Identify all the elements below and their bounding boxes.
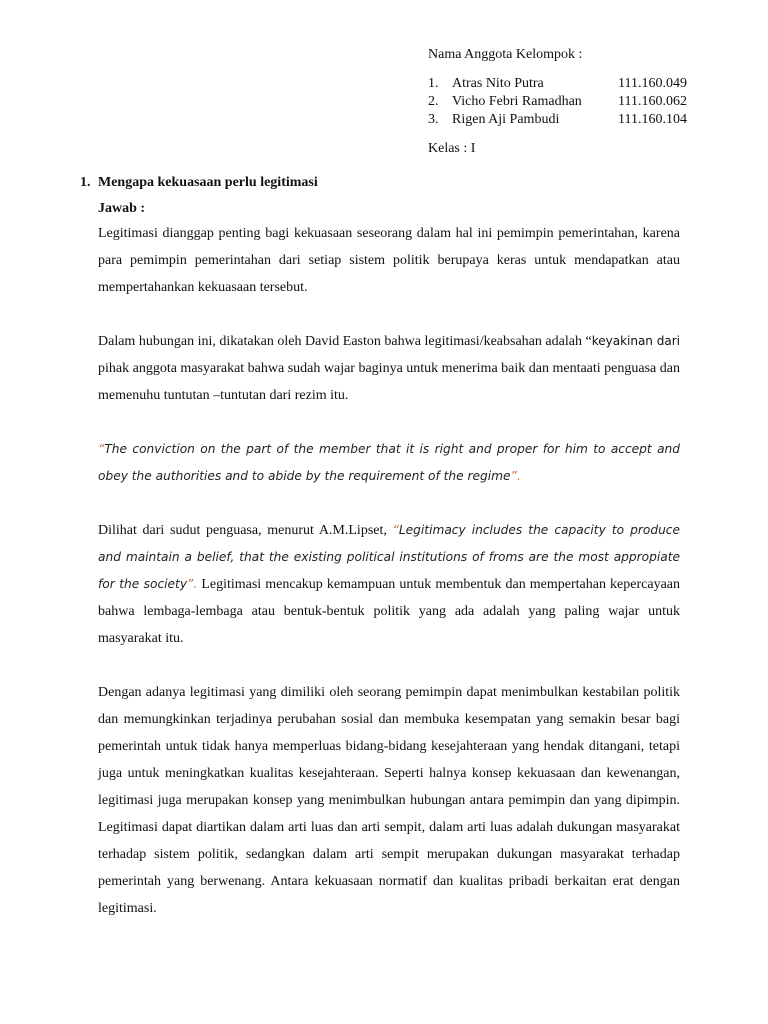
member-name: Rigen Aji Pambudi	[452, 112, 560, 127]
member-number: 2.	[428, 94, 439, 109]
lipset-quote: Legitimacy includes the capacity to produce and maintain a belief, that the existing political institutions of froms are the most appropiate for the society	[98, 523, 680, 591]
open-quote-mark: “	[98, 442, 105, 456]
member-row	[428, 75, 728, 93]
member-id: 111.160.062	[618, 94, 687, 109]
question-text: Mengapa kekuasaan perlu legitimasi	[98, 175, 318, 190]
member-name: Vicho Febri Ramadhan	[452, 94, 582, 109]
member-number: 1.	[428, 76, 439, 91]
paragraph-4	[98, 517, 680, 652]
close-quote-mark: ”.	[187, 577, 198, 591]
member-row	[428, 111, 728, 129]
paragraph-2-rest: pihak anggota masyarakat bahwa sudah wajar baginya untuk menerima baik dan mentaati penguasa dan memenuhu tuntutan –tuntutan dari rezim itu.	[98, 361, 680, 403]
question-heading	[80, 172, 680, 194]
paragraph-4-intro: Dilihat dari sudut penguasa, menurut A.M.Lipset,	[98, 523, 393, 538]
class-label: Kelas : I	[428, 141, 476, 156]
paragraph-5: Dengan adanya legitimasi yang dimiliki oleh seorang pemimpin dapat menimbulkan kestabilan politik dan memungkinkan terjadinya perubahan sosial dan membuka kesempatan yang semakin besar bagi pemerintah untuk tidak hanya memperluas bidang-bidang kesejahteraan yang hendak ditangani, tetapi juga untuk meningkatkan kualitas kesejahteraan. Seperti halnya konsep kekuasaan dan kewenangan, legitimasi juga merupakan konsep yang menimbulkan hubungan antara pemimpin dan yang dipimpin. Legitimasi dapat diartikan dalam arti luas dan arti sempit, dalam arti luas adalah dukungan masyarakat terhadap sistem politik, sedangkan dalam arti sempit merupakan dukungan masyarakat terhadap pemerintah yang berwenang. Antara kekuasaan normatif dan kualitas pribadi berkaitan erat dengan legitimasi.	[98, 685, 680, 916]
member-id: 111.160.049	[618, 76, 687, 91]
paragraph-3-quote	[98, 436, 680, 490]
group-title: Nama Anggota Kelompok :	[428, 47, 583, 62]
main-content	[80, 172, 680, 922]
easton-english-quote: The conviction on the part of the member that it is right and proper for him to accept and obey the authorities and to abide by the requirement of the regime	[98, 442, 680, 483]
paragraph-2	[98, 328, 680, 409]
question-number: 1.	[80, 175, 91, 190]
member-id: 111.160.104	[618, 112, 687, 127]
paragraph-2-intro: Dalam hubungan ini, dikatakan oleh David Easton bahwa legitimasi/keabsahan adalah “	[98, 334, 592, 349]
easton-quote-start: keyakinan dari	[591, 334, 680, 348]
paragraph-4-rest: Legitimasi mencakup kemampuan untuk membentuk dan mempertahan kepercayaan bahwa lembaga-lembaga atau bentuk-bentuk politik yang ada adalah yang paling wajar untuk masyarakat itu.	[98, 577, 680, 646]
close-quote-mark: ”.	[510, 469, 521, 483]
answer-label: Jawab :	[98, 201, 146, 216]
member-number: 3.	[428, 112, 439, 127]
group-members-block	[428, 46, 728, 158]
paragraph-1: Legitimasi dianggap penting bagi kekuasaan seseorang dalam hal ini pemimpin pemerintahan, karena para pemimpin pemerintahan dari setiap sistem politik berupaya keras untuk mendapatkan atau mempertahankan kekuasaan tersebut.	[98, 226, 680, 295]
member-name: Atras Nito Putra	[452, 76, 544, 91]
member-row	[428, 93, 728, 111]
open-quote-mark: “	[392, 523, 399, 537]
